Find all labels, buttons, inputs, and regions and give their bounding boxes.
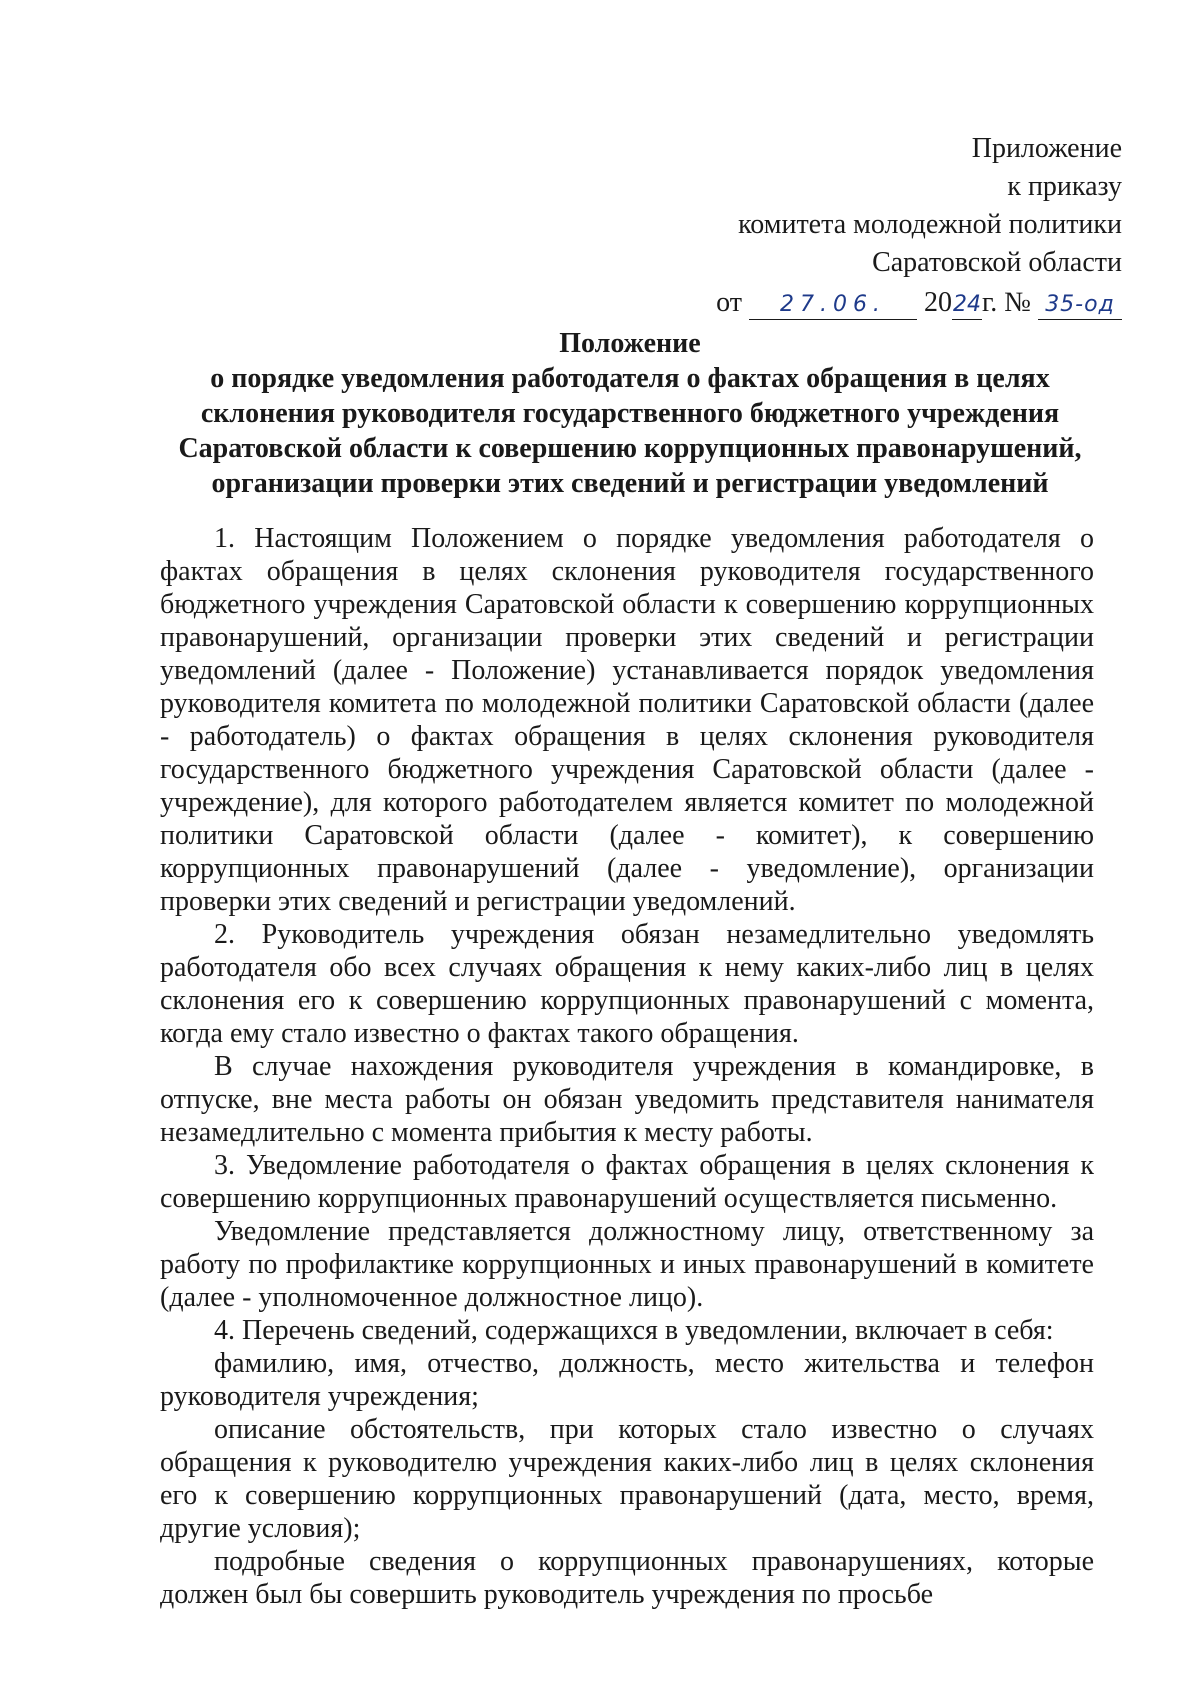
year-suffix: г. xyxy=(981,287,998,318)
title-line-3: склонения руководителя государственного бюджетного учреждения xyxy=(200,398,1060,429)
paragraph-3-continued: Уведомление представляется должностному лицу, ответственному за работу по профилактике коррупционных и иных правонарушений в комитете (далее - уполномоченное должностное лицо). xyxy=(160,1216,1094,1313)
paragraph-3: 3. Уведомление работодателя о фактах обращения в целях склонения к совершению коррупционных правонарушений осуществляется письменно. xyxy=(160,1150,1094,1214)
number-label: № xyxy=(1004,287,1031,318)
title-line-2: о порядке уведомления работодателя о фактах обращения в целях xyxy=(210,363,1050,394)
appendix-label: Приложение xyxy=(971,133,1122,164)
title-line-5: организации проверки этих сведений и регистрации уведомлений xyxy=(211,468,1049,499)
order-reference: к приказу xyxy=(1007,171,1122,202)
list-item-violation-details: подробные сведения о коррупционных правонарушениях, которые должен был бы совершить руководитель учреждения по просьбе xyxy=(160,1546,1094,1610)
appendix-header xyxy=(716,130,1122,322)
title-line-1: Положение xyxy=(559,328,701,359)
paragraph-2-continued: В случае нахождения руководителя учреждения в командировке, в отпуске, вне места работы он обязан уведомить представителя нанимателя незамедлительно с момента прибытия к месту работы. xyxy=(160,1051,1094,1148)
paragraph-2: 2. Руководитель учреждения обязан незамедлительно уведомлять работодателя обо всех случаях обращения к нему каких-либо лиц в целях склонения его к совершению коррупционных правонарушений с момента, когда ему стало известно о фактах такого обращения. xyxy=(160,919,1094,1049)
document-body xyxy=(160,522,1094,1611)
from-label: от xyxy=(716,287,742,318)
list-item-name-position: фамилию, имя, отчество, должность, место жительства и телефон руководителя учреждения; xyxy=(160,1348,1094,1412)
document-title xyxy=(160,326,1100,501)
order-year-handwritten: 24 xyxy=(952,291,982,320)
order-date-handwritten: 27.06. xyxy=(749,291,917,320)
paragraph-1: 1. Настоящим Положением о порядке уведомления работодателя о фактах обращения в целях склонения руководителя государственного бюджетного учреждения Саратовской области к совершению коррупционных правонарушений, организации проверки этих сведений и регистрации уведомлений (далее - Положение) устанавливается порядок уведомления руководителя комитета по молодежной политики Саратовской области (далее - работодатель) о фактах обращения в целях склонения руководителя государственного бюджетного учреждения Саратовской области (далее - учреждение), для которого работодателем является комитет по молодежной политики Саратовской области (далее - комитет), к совершению коррупционных правонарушений (далее - уведомление), организации проверки этих сведений и регистрации уведомлений. xyxy=(160,523,1094,917)
order-date-number-line xyxy=(716,284,1122,322)
committee-name: комитета молодежной политики xyxy=(738,209,1122,240)
region-name: Саратовской области xyxy=(872,247,1122,278)
paragraph-4: 4. Перечень сведений, содержащихся в уведомлении, включает в себя: xyxy=(214,1315,1054,1346)
title-line-4: Саратовской области к совершению коррупционных правонарушений, xyxy=(178,433,1082,464)
order-number-handwritten: 35-од xyxy=(1038,291,1122,320)
list-item-circumstances: описание обстоятельств, при которых стало известно о случаях обращения к руководителю учреждения каких-либо лиц в целях склонения его к совершению коррупционных правонарушений (дата, место, время, другие условия); xyxy=(160,1414,1094,1544)
year-prefix: 20 xyxy=(923,287,952,318)
